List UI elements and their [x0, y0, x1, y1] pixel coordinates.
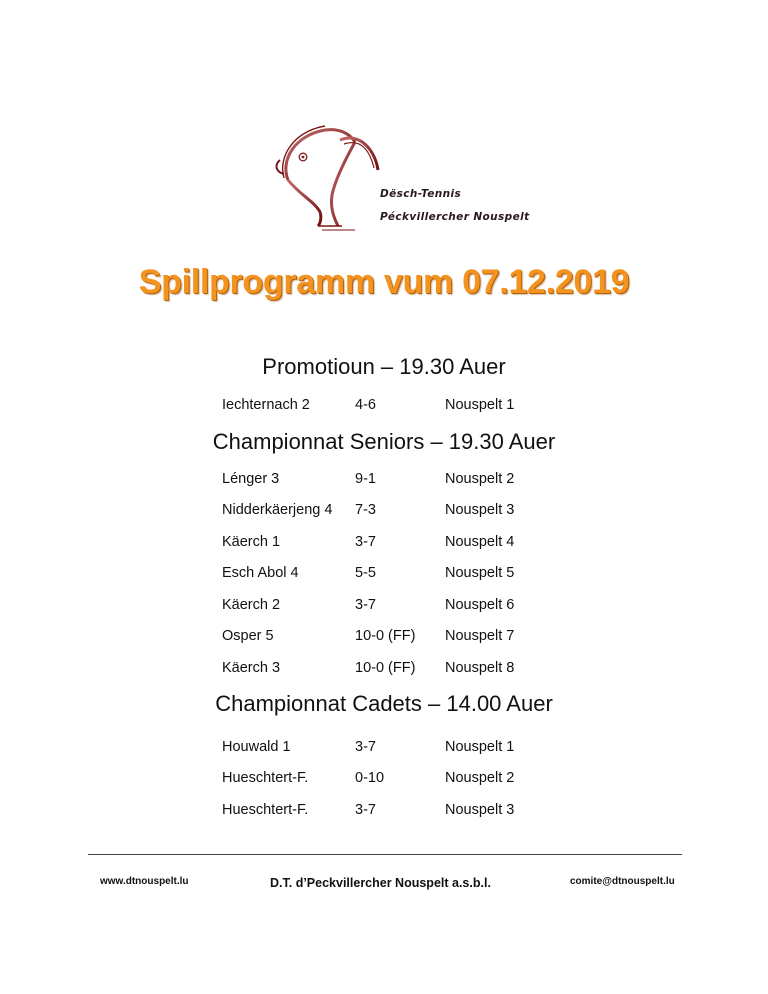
logo-line-1: Dësch-Tennis — [380, 188, 462, 200]
match-row — [0, 502, 768, 522]
match-row — [0, 628, 768, 648]
home-team: Iechternach 2 — [222, 397, 310, 413]
score: 3-7 — [355, 534, 376, 550]
score: 3-7 — [355, 802, 376, 818]
home-team: Osper 5 — [222, 628, 274, 644]
page-title: Spillprogramm vum 07.12.2019 — [138, 263, 630, 301]
away-team: Nouspelt 2 — [445, 471, 515, 487]
match-row — [0, 802, 768, 822]
home-team: Nidderkäerjeng 4 — [222, 502, 333, 518]
away-team: Nouspelt 3 — [445, 502, 515, 518]
score: 10-0 (FF) — [355, 628, 416, 644]
score: 4-6 — [355, 397, 376, 413]
away-team: Nouspelt 1 — [445, 739, 515, 755]
section-heading-cadets: Championnat Cadets – 14.00 Auer — [215, 691, 553, 716]
match-row — [0, 739, 768, 759]
match-row — [0, 597, 768, 617]
home-team: Esch Abol 4 — [222, 565, 299, 581]
away-team: Nouspelt 1 — [445, 397, 515, 413]
match-row — [0, 660, 768, 680]
match-row — [0, 471, 768, 491]
score: 3-7 — [355, 739, 376, 755]
away-team: Nouspelt 5 — [445, 565, 515, 581]
logo-line-2: Péckvillercher Nouspelt — [380, 211, 530, 223]
away-team: Nouspelt 2 — [445, 770, 515, 786]
home-team: Käerch 2 — [222, 597, 281, 613]
home-team: Hueschtert-F. — [222, 770, 309, 786]
away-team: Nouspelt 7 — [445, 628, 515, 644]
section-heading-promotioun: Promotioun – 19.30 Auer — [262, 354, 506, 379]
footer-website-link[interactable]: www.dtnouspelt.lu — [100, 876, 189, 887]
home-team: Hueschtert-F. — [222, 802, 309, 818]
match-row — [0, 534, 768, 554]
home-team: Lénger 3 — [222, 471, 280, 487]
match-row — [0, 770, 768, 790]
footer-divider — [88, 854, 682, 855]
score: 10-0 (FF) — [355, 660, 416, 676]
score: 5-5 — [355, 565, 376, 581]
home-team: Houwald 1 — [222, 739, 291, 755]
score: 9-1 — [355, 471, 376, 487]
bird-emblem-icon — [270, 120, 380, 235]
away-team: Nouspelt 4 — [445, 534, 515, 550]
away-team: Nouspelt 3 — [445, 802, 515, 818]
footer-club-name: D.T. d’Peckvillercher Nouspelt a.s.b.l. — [270, 876, 491, 890]
match-row — [0, 565, 768, 585]
score: 3-7 — [355, 597, 376, 613]
away-team: Nouspelt 8 — [445, 660, 515, 676]
section-heading-seniors: Championnat Seniors – 19.30 Auer — [212, 429, 556, 454]
match-row — [0, 397, 768, 417]
club-logo — [270, 120, 530, 235]
score: 0-10 — [355, 770, 385, 786]
footer-email-link[interactable]: comite@dtnouspelt.lu — [570, 876, 675, 887]
score: 7-3 — [355, 502, 376, 518]
home-team: Käerch 3 — [222, 660, 281, 676]
away-team: Nouspelt 6 — [445, 597, 515, 613]
home-team: Käerch 1 — [222, 534, 281, 550]
